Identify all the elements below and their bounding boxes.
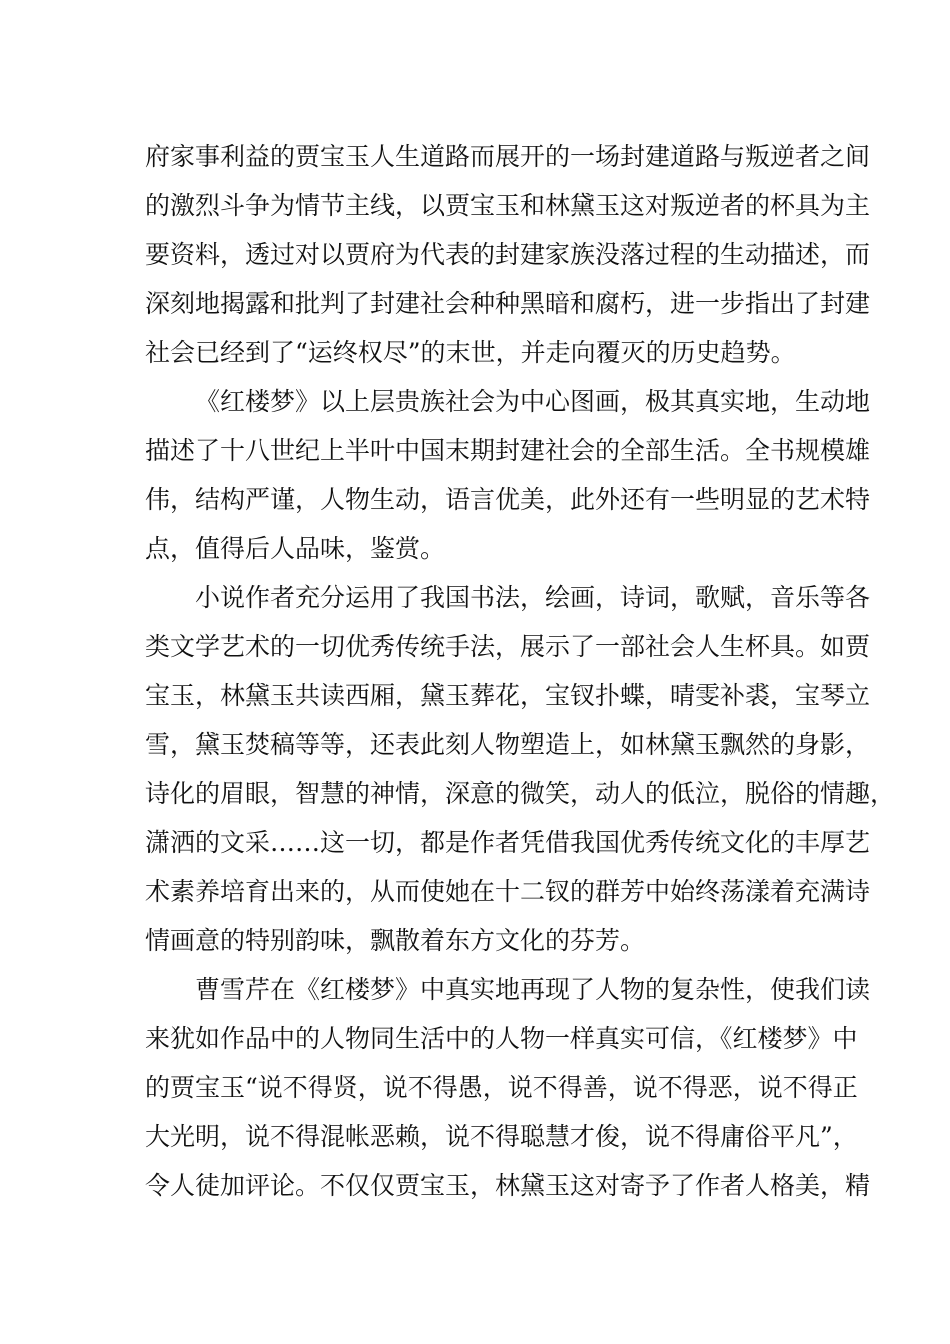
paragraph-2	[145, 377, 871, 573]
body-text	[145, 132, 896, 1210]
text-line: 的贾宝玉“说不得贤，说不得愚，说不得善，说不得恶，说不得正	[145, 1073, 858, 1102]
text-line: 来犹如作品中的人物同生活中的人物一样真实可信，《红楼梦》中	[145, 1024, 858, 1053]
text-line: 描述了十八世纪上半叶中国末期封建社会的全部生活。全书规模雄	[145, 436, 871, 465]
text-line: 情画意的特别韵味，飘散着东方文化的芬芳。	[145, 926, 646, 955]
text-line: 社会已经到了“运终权尽”的末世，并走向覆灭的历史趋势。	[145, 338, 796, 367]
text-line: 点，值得后人品味，鉴赏。	[145, 534, 446, 563]
text-line: 府家事利益的贾宝玉人生道路而展开的一场封建道路与叛逆者之间	[145, 142, 871, 171]
text-line: 深刻地揭露和批判了封建社会种种黑暗和腐朽，进一步指出了封建	[145, 289, 871, 318]
text-line: 诗化的眉眼，智慧的神情，深意的微笑，动人的低泣，脱俗的情趣，	[145, 779, 896, 808]
text-line: 令人徒加评论。不仅仅贾宝玉，林黛玉这对寄予了作者人格美，精	[145, 1171, 871, 1200]
text-line: 雪，黛玉焚稿等等，还表此刻人物塑造上，如林黛玉飘然的身影，	[145, 730, 871, 759]
text-line: 的激烈斗争为情节主线，以贾宝玉和林黛玉这对叛逆者的杯具为主	[145, 191, 871, 220]
paragraph-4	[145, 965, 871, 1210]
text-line: 宝玉，林黛玉共读西厢，黛玉葬花，宝钗扑蝶，晴雯补裘，宝琴立	[145, 681, 871, 710]
text-line: 伟，结构严谨，人物生动，语言优美，此外还有一些明显的艺术特	[145, 485, 871, 514]
paragraph-1	[145, 132, 871, 377]
text-line: 要资料，透过对以贾府为代表的封建家族没落过程的生动描述，而	[145, 240, 871, 269]
text-line: 类文学艺术的一切优秀传统手法，展示了一部社会人生杯具。如贾	[145, 632, 871, 661]
paragraph-3	[145, 573, 896, 965]
text-line: 大光明，说不得混帐恶赖，说不得聪慧才俊，说不得庸俗平凡”，	[145, 1122, 858, 1151]
text-line: 潇洒的文采……这一切，都是作者凭借我国优秀传统文化的丰厚艺	[145, 828, 871, 857]
text-line: 《红楼梦》以上层贵族社会为中心图画，极其真实地，生动地	[195, 387, 871, 416]
text-line: 术素养培育出来的，从而使她在十二钗的群芳中始终荡漾着充满诗	[145, 877, 871, 906]
text-line: 小说作者充分运用了我国书法，绘画，诗词，歌赋，音乐等各	[195, 583, 871, 612]
text-line: 曹雪芹在《红楼梦》中真实地再现了人物的复杂性，使我们读	[195, 975, 871, 1004]
